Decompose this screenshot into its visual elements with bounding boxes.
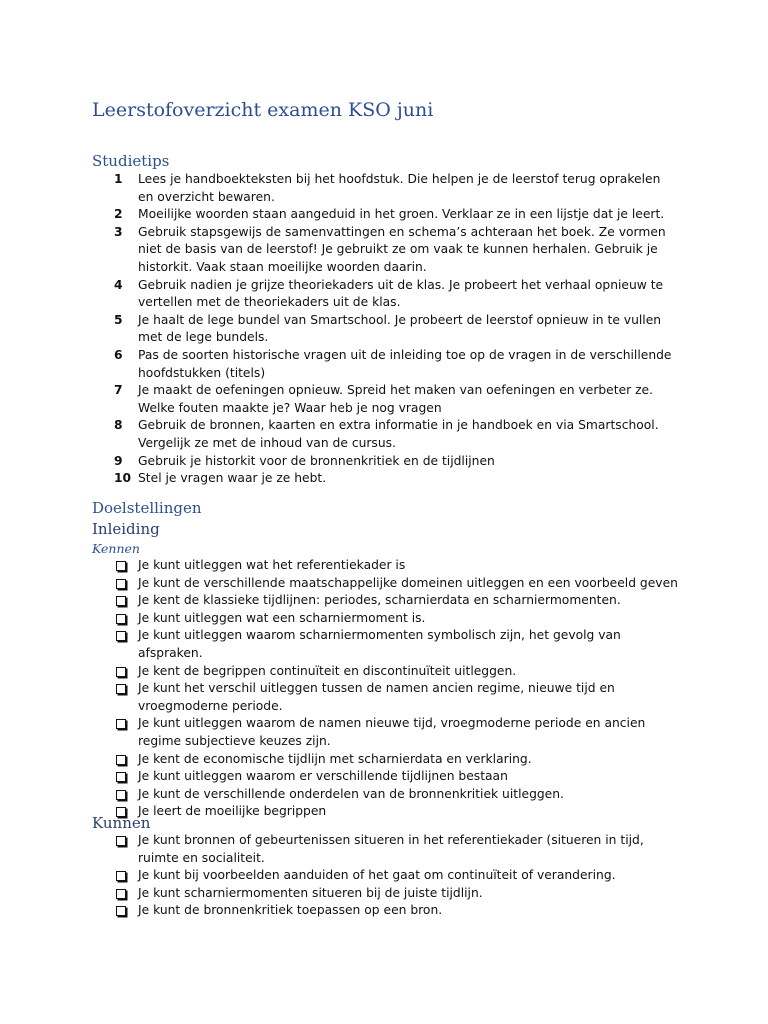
checklist-item bbox=[0, 786, 678, 804]
studietip-item bbox=[0, 206, 678, 224]
checkbox-icon bbox=[116, 889, 126, 899]
item-number: 7 bbox=[114, 383, 123, 398]
item-text: Moeilijke woorden staan aangeduid in het groen. Verklaar ze in een lijstje dat je leert. bbox=[138, 207, 665, 222]
checkbox-icon bbox=[116, 596, 126, 606]
checkbox-icon bbox=[116, 790, 126, 800]
item-text: Je kent de economische tijdlijn met scharnierdata en verklaring. bbox=[138, 751, 532, 766]
checklist-item bbox=[0, 902, 678, 920]
item-number: 5 bbox=[114, 312, 123, 327]
studietip-item bbox=[0, 382, 678, 417]
checklist-item bbox=[0, 768, 678, 786]
item-text: Je kunt uitleggen waarom scharniermomenten symbolisch zijn, het gevolg van afspraken. bbox=[138, 628, 621, 660]
kennen-list bbox=[0, 557, 768, 821]
item-text: Je kent de klassieke tijdlijnen: periodes, scharnierdata en scharniermomenten. bbox=[138, 593, 621, 608]
item-text: Gebruik de bronnen, kaarten en extra informatie in je handboek en via Smartschool. Vergelijk ze met de inhoud van de cursus. bbox=[138, 418, 659, 450]
item-text: Je kunt uitleggen wat het referentiekader is bbox=[138, 558, 406, 572]
checklist-item bbox=[0, 610, 678, 628]
studietip-item bbox=[0, 277, 678, 312]
checkbox-icon bbox=[116, 579, 126, 589]
studietip-item bbox=[0, 312, 678, 347]
item-text: Je kunt bronnen of gebeurtenissen situeren in het referentiekader (situeren in tijd, ruimte en socialiteit. bbox=[138, 833, 644, 865]
studietip-item bbox=[0, 171, 678, 206]
item-number: 9 bbox=[114, 453, 123, 468]
checkbox-icon bbox=[116, 871, 126, 881]
item-text: Gebruik je historkit voor de bronnenkritiek en de tijdlijnen bbox=[138, 453, 495, 468]
checkbox-icon bbox=[116, 719, 126, 729]
item-text: Pas de soorten historische vragen uit de inleiding toe op de vragen in de verschillende hoofdstukken (titels) bbox=[138, 347, 672, 380]
item-number: 4 bbox=[114, 277, 123, 292]
checkbox-icon bbox=[116, 684, 126, 694]
checkbox-icon bbox=[116, 667, 126, 677]
item-text: Je kunt bij voorbeelden aanduiden of het gaat om continuïteit of verandering. bbox=[138, 868, 616, 883]
item-number: 6 bbox=[114, 347, 123, 362]
item-text: Je leert de moeilijke begrippen bbox=[138, 804, 327, 819]
kennen-heading: Kennen bbox=[92, 541, 140, 556]
checklist-item bbox=[0, 663, 678, 681]
checklist-item bbox=[0, 832, 678, 867]
checklist-item bbox=[0, 627, 678, 662]
studietip-item bbox=[0, 224, 678, 277]
checkbox-icon bbox=[116, 755, 126, 765]
item-text: Je kunt de verschillende onderdelen van de bronnenkritiek uitleggen. bbox=[138, 786, 564, 801]
doelstellingen-heading: Doelstellingen bbox=[92, 499, 202, 517]
checklist-item bbox=[0, 751, 678, 769]
item-text: Stel je vragen waar je ze hebt. bbox=[138, 471, 327, 486]
checkbox-icon bbox=[116, 906, 126, 916]
kunnen-list bbox=[0, 832, 768, 920]
item-text: Je kunt het verschil uitleggen tussen de namen ancien regime, nieuwe tijd en vroegmoderne periode. bbox=[138, 681, 615, 713]
item-text: Lees je handboekteksten bij het hoofdstuk. Die helpen je de leerstof terug oprakelen en overzicht bewaren. bbox=[138, 172, 661, 204]
item-text: Je haalt de lege bundel van Smartschool. Je probeert de leerstof opnieuw in te vullen met de lege bundels. bbox=[138, 312, 662, 345]
item-text: Je kunt uitleggen waarom de namen nieuwe tijd, vroegmoderne periode en ancien regime subjectieve keuzes zijn. bbox=[138, 716, 646, 748]
checklist-item bbox=[0, 867, 678, 885]
item-text: Je kunt de bronnenkritiek toepassen op een bron. bbox=[138, 903, 443, 918]
studietip-item bbox=[0, 453, 678, 471]
checklist-item bbox=[0, 885, 678, 903]
checkbox-icon bbox=[116, 772, 126, 782]
checklist-item bbox=[0, 557, 678, 575]
checklist-item bbox=[0, 715, 678, 750]
item-number: 8 bbox=[114, 418, 123, 433]
studietips-list bbox=[0, 171, 768, 488]
studietips-heading: Studietips bbox=[92, 152, 170, 170]
item-text: Je kunt uitleggen waarom er verschillende tijdlijnen bestaan bbox=[138, 769, 508, 784]
item-text: Je maakt de oefeningen opnieuw. Spreid het maken van oefeningen en verbeter ze. Welke fouten maakte je? Waar heb je nog vragen bbox=[138, 383, 654, 415]
item-text: Gebruik stapsgewijs de samenvattingen en schema’s achteraan het boek. Ze vormen niet de basis van de leerstof! Je gebruikt ze om vaak te kunnen herhalen. Gebruik je historkit. Vaak staan moeilijke woorden daarin. bbox=[138, 224, 666, 274]
inleiding-heading: Inleiding bbox=[92, 520, 160, 538]
document-title: Leerstofoverzicht examen KSO juni bbox=[92, 99, 434, 121]
item-text: Je kunt de verschillende maatschappelijke domeinen uitleggen en een voorbeeld geven bbox=[138, 575, 678, 590]
checkbox-icon bbox=[116, 614, 126, 624]
studietip-item bbox=[0, 470, 678, 488]
item-text: Je kunt scharniermomenten situeren bij de juiste tijdlijn. bbox=[138, 885, 483, 900]
item-number: 10 bbox=[114, 471, 132, 486]
kunnen-heading: Kunnen bbox=[92, 814, 151, 832]
item-text: Je kent de begrippen continuïteit en discontinuïteit uitleggen. bbox=[138, 663, 517, 678]
item-text: Gebruik nadien je grijze theoriekaders uit de klas. Je probeert het verhaal opnieuw te vertellen met de theoriekaders uit de klas. bbox=[138, 277, 664, 310]
checkbox-icon bbox=[116, 631, 126, 641]
checkbox-icon bbox=[116, 836, 126, 846]
checklist-item bbox=[0, 575, 678, 593]
studietip-item bbox=[0, 417, 678, 452]
item-number: 3 bbox=[114, 224, 123, 239]
studietip-item bbox=[0, 347, 678, 382]
item-number: 2 bbox=[114, 207, 123, 222]
item-number: 1 bbox=[114, 172, 123, 186]
checklist-item bbox=[0, 680, 678, 715]
checklist-item bbox=[0, 592, 678, 610]
checkbox-icon bbox=[116, 561, 126, 571]
item-text: Je kunt uitleggen wat een scharniermoment is. bbox=[138, 610, 426, 625]
